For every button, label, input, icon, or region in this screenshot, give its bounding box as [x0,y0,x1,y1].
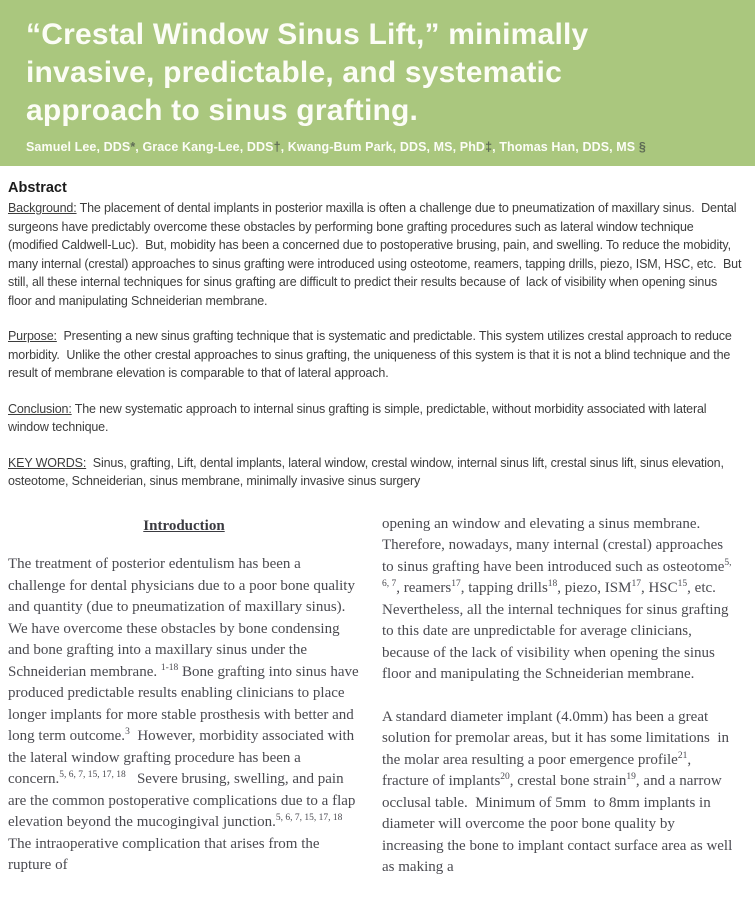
background-label: Background: [8,201,77,215]
abstract-conclusion-paragraph [8,400,743,437]
left-column [8,514,363,900]
citation-superscript: 5, 6, 7 [382,557,734,589]
citation-superscript: 17 [451,579,461,589]
abstract-keywords-paragraph [8,454,743,491]
citation-superscript: 17 [631,579,641,589]
title-line: approach to sinus grafting. [26,94,419,127]
citation-superscript: 21 [677,750,688,761]
text-segment: , reamers [396,580,452,596]
text-segment: , [492,140,500,154]
introduction-paragraph [382,514,734,686]
background-text: The placement of dental implants in posterior maxilla is often a challenge due to pneumatization of maxillary sinus. Dental surgeons have predictably overcome these obstacles by performing bone grafting procedures such as lateral window technique (modified Caldwell-Luc). But, mobidity has been a concerned due to postoperative brusing, pain, and swelling. To reduce the mobidity, many internal (crestal) approaches to sinus grafting were introduced using osteotome, reamers, tapping drills, piezo, ISM, HSC, etc. But still, all these internal techniques for sinus grafting are difficult to predict their results because of lack of visibility when opening sinus floor and manipulating Schneiderian membrane. [8,201,745,308]
text-segment: , HSC [640,580,678,596]
right-column [382,514,737,900]
abstract-background-paragraph [8,199,743,310]
citation-superscript: 1-18 [160,662,179,673]
text-segment: Severe brusing, swelling, and pain are the common postoperative complications due to a flap elevation beyond the mucogingival junction. [8,771,360,830]
affiliation-symbol: § [638,140,646,154]
introduction-section [0,508,755,900]
keywords-label: KEY WORDS: [8,455,87,470]
introduction-heading-text: Introduction [143,517,225,534]
conclusion-label: Conclusion: [8,401,72,416]
text-segment: , fracture of implants [382,751,695,789]
text-segment: Bone grafting into sinus have produced predictable results enabling clinicians to place longer implants for more stable prosthesis with better and long term outcome. [8,663,363,744]
citation-superscript: 3 [125,727,130,737]
title-line: invasive, predictable, and systematic [26,56,562,89]
affiliation-symbol: † [273,140,281,154]
text-segment: , piezo, ISM [557,580,632,596]
affiliation-symbol: ‡ [485,140,493,154]
text-segment: , [135,140,143,154]
introduction-paragraph [8,554,363,877]
author-line [26,140,729,154]
keywords-text: Sinus, grafting, Lift, dental implants, lateral window, crestal window, internal sinus lift, crestal sinus lift, sinus elevation, osteotome, Schneiderian, sinus membrane, minimally invasive sinus surgery [8,455,728,488]
text-segment: The intraoperative complication that arises from the rupture of [8,814,350,873]
text-segment: A standard diameter implant (4.0mm) has been a great solution for premolar areas, but it has some limitations in the molar area resulting a poor emergence profile [382,708,733,768]
text-segment: Samuel Lee, DDS [26,140,131,154]
text-segment: However, morbidity associated with the lateral window grafting procedure has been a concern. [8,728,358,787]
text-segment: The treatment of posterior edentulism has been a challenge for dental physicians due to a poor bone quality and quantity (due to pneumatization of maxillary sinus). We have overcome these obstacles by bone condensing and bone grafting into a maxillary sinus under the Schneiderian membrane. [8,556,359,680]
text-segment: opening an window and elevating a sinus membrane. Therefore, nowadays, many internal (crestal) approaches to sinus grafting have been introduced such as osteotome [382,515,727,575]
text-segment: , etc. Nevertheless, all the internal techniques for sinus grafting to this date are unpredictable for average clinicians, because of the lack of visibility when opening the sinus floor and manipulating the Schneiderian membrane. [382,580,733,682]
paper-title [26,16,729,130]
affiliation-symbol: * [130,140,136,154]
abstract-purpose-paragraph [8,327,743,383]
text-segment: Kwang-Bum Park, DDS, MS, PhD [287,140,486,154]
text-segment: Thomas Han, DDS, MS [499,140,639,154]
citation-superscript: 19 [626,772,636,782]
text-segment: Grace Kang-Lee, DDS [142,140,274,154]
citation-superscript: 5, 6, 7, 15, 17, 18 [275,813,343,823]
citation-superscript: 18 [547,579,558,589]
abstract-section [0,166,755,491]
citation-superscript: 15 [677,579,688,589]
citation-superscript: 20 [500,772,510,782]
text-segment: , tapping drills [460,580,548,596]
text-segment: , [280,140,288,154]
text-segment: , and a narrow occlusal table. Minimum of 5mm to 8mm implants in diameter will overcome the poor bone quality by increasing the bone to implant contact surface area as well as making a [382,773,737,875]
abstract-heading: Abstract [8,180,67,196]
purpose-label: Purpose: [8,329,57,343]
conclusion-text: The new systematic approach to internal sinus grafting is simple, predictable, without morbidity associated with lateral window technique. [8,401,710,434]
title-line: “Crestal Window Sinus Lift,” minimally [26,18,589,51]
citation-superscript: 5, 6, 7, 15, 17, 18 [59,770,126,780]
introduction-heading [8,516,360,538]
text-segment: , crestal bone strain [509,773,627,789]
purpose-text: Presenting a new sinus grafting technique that is systematic and predictable. This system utilizes crestal approach to reduce morbidity. Unlike the other crestal approaches to sinus grafting, the uniqueness of this system is that it is not a blind technique and the result of membrane elevation is comparable to that of lateral approach. [8,329,736,380]
introduction-paragraph [382,707,737,879]
paper-header [0,0,755,166]
